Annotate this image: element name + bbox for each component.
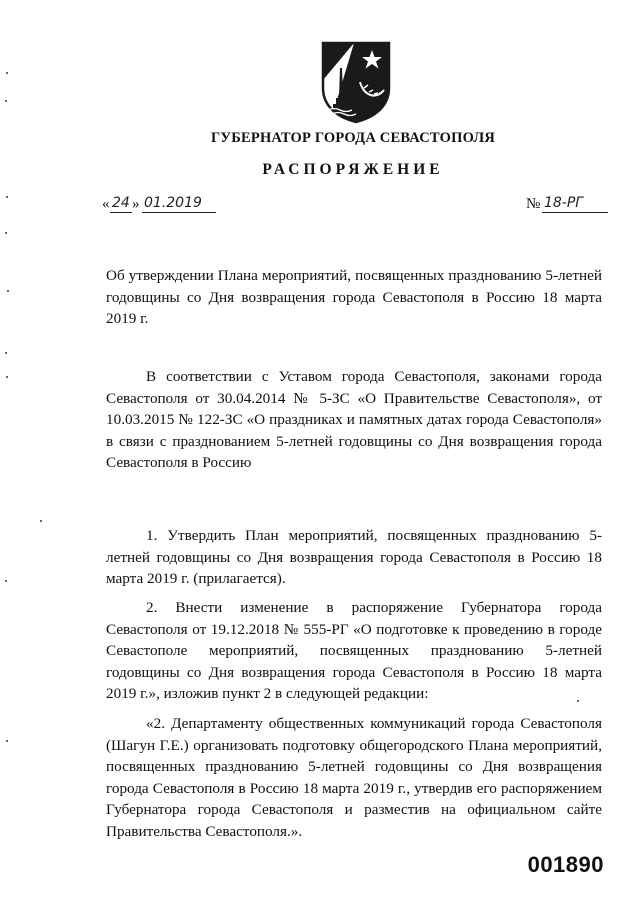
- serial-number: 001890: [527, 852, 604, 877]
- order-item-1: [106, 525, 602, 590]
- date-day: 24: [112, 195, 130, 211]
- document-subject: [106, 265, 602, 330]
- amended-clause-text: «2. Департаменту общественных коммуникаций города Севастополя (Шагун Г.Е.) организовать подготовку общегородского Плана мероприятий, посвященных празднованию 5-летней годовщины со Дня возвращения города Севастополя в Россию 18 марта 2019 г., утвердив его распоряжением Губернатора города Севастополя и разместив на официальном сайте Правительства Севастополя.».: [106, 715, 602, 840]
- amended-clause: [106, 713, 602, 843]
- date-close-quote: »: [132, 196, 140, 212]
- document-type-title: РАСПОРЯЖЕНИЕ: [262, 161, 444, 178]
- preamble-text: В соответствии с Уставом города Севастополя, законами города Севастополя от 30.04.2014 № 5-ЗС «О Правительстве Севастополя», от 10.03.2015 № 122-ЗС «О праздниках и памятных датах города Севастополя» в связи с празднованием 5-летней годовщины со Дня возвращения города Севастополя в Россию: [106, 368, 602, 472]
- issuing-authority: ГУБЕРНАТОР ГОРОДА СЕВАСТОПОЛЯ: [210, 130, 496, 146]
- number-prefix: №: [526, 196, 541, 212]
- order-item-2: [106, 597, 602, 705]
- date-open-quote: «: [102, 196, 110, 212]
- number-value: 18-РГ: [544, 195, 584, 211]
- order-item-text: 1. Утвердить План мероприятий, посвященных празднованию 5-летней годовщины со Дня возвращения города Севастополя в Россию 18 марта 2019 г. (прилагается).: [106, 527, 602, 588]
- document-number: [526, 196, 608, 214]
- preamble: [106, 366, 602, 474]
- order-item-text: 2. Внести изменение в распоряжение Губернатора города Севастополя от 19.12.2018 № 555-РГ «О подготовке к проведению в городе Севастополе мероприятий, посвященных празднованию 5-летней годовщины со Дня возвращения города Севастополя в Россию 18 марта 2019 г.», изложив пункт 2 в следующей редакции:: [106, 599, 602, 703]
- subject-text: Об утверждении Плана мероприятий, посвященных празднованию 5-летней годовщины со Дня возвращения города Севастополя в Россию 18 марта 2019 г.: [106, 267, 602, 328]
- date-month-year: 01.2019: [144, 195, 202, 211]
- document-date: [102, 196, 214, 214]
- coat-of-arms-icon: [320, 40, 392, 124]
